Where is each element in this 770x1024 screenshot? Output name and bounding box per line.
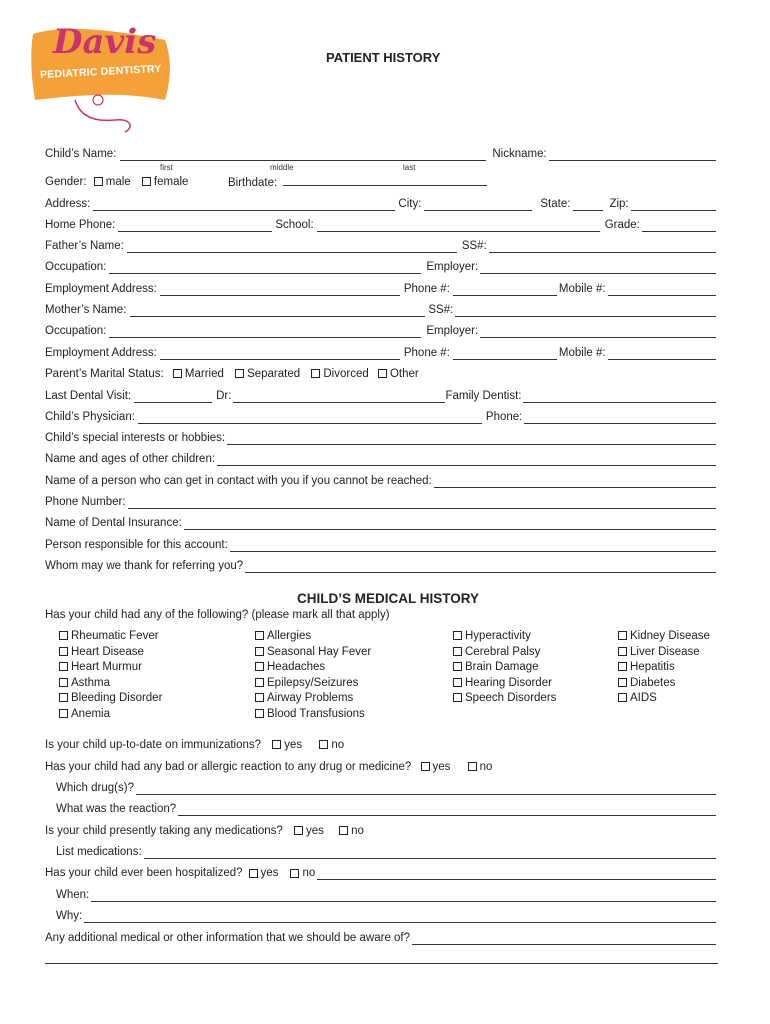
birthdate-row [228,175,487,190]
mobile-label: Mobile #: [558,283,606,295]
employment-address-label: Employment Address: [45,283,157,295]
address-field[interactable] [93,200,395,211]
grade-field[interactable] [642,221,716,232]
phone-label: Phone #: [403,283,450,295]
responsible-field[interactable] [230,541,716,552]
family-dentist-field[interactable] [523,392,716,403]
married-label: Married [184,368,224,380]
condition-label: Anemia [71,707,110,720]
gender-row [45,175,188,189]
hospitalized-row [45,866,718,880]
condition-label: Asthma [71,676,110,689]
yes-label: yes [306,825,324,837]
father-row [45,239,718,253]
condition-label: Airway Problems [267,692,354,704]
reaction-yes-checkbox[interactable] [421,762,430,771]
separated-label: Separated [247,368,301,380]
referral-row [45,559,718,573]
father-name-field[interactable] [127,242,457,253]
cerebral-palsy-checkbox[interactable] [453,647,462,656]
condition-label: Blood Transfusions [267,707,365,720]
why-field[interactable] [84,912,716,923]
zip-label: Zip: [609,198,629,210]
bleeding-disorder-checkbox[interactable] [59,693,68,702]
hay-fever-checkbox[interactable] [255,647,264,656]
diabetes-checkbox[interactable] [618,678,627,687]
allergies-checkbox[interactable] [255,631,264,640]
mother-ss-field[interactable] [455,306,716,317]
hospitalized-field[interactable] [317,869,716,880]
mobile-field[interactable] [608,285,716,296]
yes-label: yes [284,739,303,751]
condition-label: Diabetes [630,676,676,689]
birthdate-field[interactable] [283,175,487,186]
logo [25,22,180,137]
condition-label: Seasonal Hay Fever [267,645,372,658]
employment-row-father [45,282,718,296]
male-label: male [105,176,131,188]
condition-label: Kidney Disease [630,630,710,642]
medical-history-title: CHILD’S MEDICAL HISTORY [297,591,480,606]
occupation-row-father [45,260,718,274]
heart-murmur-checkbox[interactable] [59,662,68,671]
employment-row-mother [45,346,718,360]
contact-field[interactable] [434,477,716,488]
occupation-label: Occupation: [45,261,107,273]
condition-label: Liver Disease [630,645,700,658]
occupation-label: Occupation: [45,325,107,337]
additional-row [45,931,718,945]
hospitalized-label: Has your child ever been hospitalized? [45,867,243,879]
condition-label: Heart Disease [71,645,144,658]
father-ss-label: SS#: [461,240,487,252]
aids-checkbox[interactable] [618,693,627,702]
reaction-row [45,760,492,774]
father-name-label: Father’s Name: [45,240,124,252]
employer-field[interactable] [480,327,716,338]
condition-label: Cerebral Palsy [465,645,541,658]
reaction-label: Has your child had any bad or allergic reaction to any drug or medicine? [45,761,412,773]
mobile-field[interactable] [608,349,716,360]
reaction-no-checkbox[interactable] [468,762,477,771]
city-label: City: [398,198,422,210]
mother-ss-label: SS#: [428,304,454,316]
last-visit-label: Last Dental Visit: [45,390,132,402]
referral-label: Whom may we thank for referring you? [45,560,244,572]
marital-status-row [45,367,419,381]
conditions-col-3 [453,629,556,707]
brain-damage-checkbox[interactable] [453,662,462,671]
airway-problems-checkbox[interactable] [255,693,264,702]
phone-field[interactable] [453,349,557,360]
childs-name-label: Child’s Name: [45,148,117,160]
condition-label: Speech Disorders [465,692,557,704]
yes-label: yes [260,867,279,879]
list-medications-field[interactable] [144,848,716,859]
insurance-label: Name of Dental Insurance: [45,517,182,529]
interests-row [45,431,718,445]
when-label: When: [56,889,90,901]
anemia-checkbox[interactable] [59,709,68,718]
married-checkbox[interactable] [173,369,182,378]
condition-label: AIDS [630,692,657,704]
state-label: State: [540,198,571,210]
other-checkbox[interactable] [378,369,387,378]
hyperactivity-checkbox[interactable] [453,631,462,640]
female-label: female [153,176,189,188]
no-label: no [351,825,364,837]
responsible-label: Person responsible for this account: [45,539,228,551]
page-title: PATIENT HISTORY [326,50,441,65]
logo-tagline: PEDIATRIC DENTISTRY [39,62,162,82]
physician-phone-field[interactable] [524,413,716,424]
medications-row [45,824,364,838]
what-reaction-field[interactable] [178,805,716,816]
contact-row [45,474,718,488]
gender-label: Gender: [45,176,87,188]
childs-name-field[interactable] [120,150,486,161]
responsible-row [45,538,718,552]
home-phone-label: Home Phone: [45,219,116,231]
epilepsy-checkbox[interactable] [255,678,264,687]
mother-name-field[interactable] [130,306,425,317]
conditions-col-2 [255,629,371,722]
medications-no-checkbox[interactable] [339,826,348,835]
when-row [56,888,718,902]
what-reaction-row [56,802,718,816]
condition-label: Allergies [267,630,312,642]
zip-field[interactable] [631,200,716,211]
hearing-disorder-checkbox[interactable] [453,678,462,687]
middle-sublabel: middle [270,163,294,172]
conditions-col-1 [59,629,162,722]
additional-field-line-2[interactable] [45,953,718,964]
school-field[interactable] [317,221,600,232]
contact-phone-row [45,495,718,509]
condition-label: Rheumatic Fever [71,630,159,642]
contact-phone-field[interactable] [128,498,716,509]
speech-disorders-checkbox[interactable] [453,693,462,702]
grade-label: Grade: [604,219,640,231]
logo-name: Davis [53,22,157,62]
siblings-label: Name and ages of other children: [45,453,216,465]
physician-row [45,410,718,424]
marital-status-label: Parent’s Marital Status: [45,368,164,380]
medications-label: Is your child presently taking any medications? [45,825,283,837]
state-field[interactable] [573,200,603,211]
employment-address-field[interactable] [160,349,400,360]
which-drugs-row [56,781,718,795]
siblings-row [45,452,718,466]
conditions-col-4 [618,629,710,707]
address-label: Address: [45,198,91,210]
condition-label: Bleeding Disorder [71,692,163,704]
additional-field[interactable] [412,934,716,945]
rheumatic-fever-checkbox[interactable] [59,631,68,640]
condition-label: Hearing Disorder [465,676,552,689]
male-checkbox[interactable] [94,177,103,186]
physician-label: Child’s Physician: [45,411,135,423]
occupation-field[interactable] [109,263,421,274]
divorced-label: Divorced [323,368,369,380]
home-phone-field[interactable] [118,221,272,232]
separated-checkbox[interactable] [235,369,244,378]
why-row [56,909,718,923]
employer-field[interactable] [480,263,716,274]
physician-phone-label: Phone: [485,411,523,423]
kidney-disease-checkbox[interactable] [618,631,627,640]
additional-label: Any additional medical or other information that we should be aware of? [45,932,411,944]
contact-label: Name of a person who can get in contact with you if you cannot be reached: [45,475,432,487]
home-phone-row [45,218,718,232]
headaches-checkbox[interactable] [255,662,264,671]
no-label: no [302,867,316,879]
medications-yes-checkbox[interactable] [294,826,303,835]
insurance-row [45,516,718,530]
city-field[interactable] [424,200,532,211]
dr-field[interactable] [233,392,445,403]
which-drugs-field[interactable] [136,784,716,795]
nickname-label: Nickname: [492,148,547,160]
phone-field[interactable] [453,285,557,296]
phone-label: Phone #: [403,347,450,359]
school-label: School: [275,219,314,231]
insurance-field[interactable] [184,519,716,530]
last-visit-field[interactable] [134,392,212,403]
condition-label: Brain Damage [465,661,539,673]
referral-field[interactable] [245,562,716,573]
address-row [45,197,718,211]
occupation-field[interactable] [109,327,421,338]
dr-label: Dr: [216,390,232,402]
hospitalized-yes-checkbox[interactable] [249,869,258,878]
physician-field[interactable] [138,413,482,424]
list-medications-label: List medications: [56,846,142,858]
interests-field[interactable] [227,434,716,445]
childs-name-row [45,147,718,161]
blood-transfusions-checkbox[interactable] [255,709,264,718]
hospitalized-no-checkbox[interactable] [290,869,299,878]
condition-label: Heart Murmur [71,661,142,673]
interests-label: Child’s special interests or hobbies: [45,432,226,444]
which-drugs-label: Which drug(s)? [56,782,134,794]
asthma-checkbox[interactable] [59,678,68,687]
birthdate-label: Birthdate: [228,177,278,189]
condition-label: Epilepsy/Seizures [267,676,359,689]
dental-visit-row [45,389,718,403]
divorced-checkbox[interactable] [311,369,320,378]
when-field[interactable] [91,891,716,902]
immunizations-row [45,738,344,752]
hepatitis-checkbox[interactable] [618,662,627,671]
father-ss-field[interactable] [489,242,716,253]
mother-name-label: Mother’s Name: [45,304,127,316]
what-reaction-label: What was the reaction? [56,803,177,815]
employer-label: Employer: [426,261,479,273]
other-label: Other [389,368,419,380]
employer-label: Employer: [426,325,479,337]
siblings-field[interactable] [217,455,716,466]
list-medications-row [56,845,718,859]
heart-disease-checkbox[interactable] [59,647,68,656]
last-sublabel: last [403,163,416,172]
liver-disease-checkbox[interactable] [618,647,627,656]
contact-phone-label: Phone Number: [45,496,126,508]
immunizations-no-checkbox[interactable] [319,740,328,749]
family-dentist-label: Family Dentist: [445,390,522,402]
medical-intro: Has your child had any of the following? (please mark all that apply) [45,609,390,621]
condition-label: Headaches [267,661,326,673]
first-sublabel: first [160,163,173,172]
mother-row [45,303,718,317]
immunizations-label: Is your child up-to-date on immunizations? [45,739,262,751]
why-label: Why: [56,910,83,922]
female-checkbox[interactable] [142,177,151,186]
occupation-row-mother [45,324,718,338]
nickname-field[interactable] [549,150,716,161]
mobile-label: Mobile #: [558,347,606,359]
no-label: no [479,761,493,773]
yes-label: yes [432,761,451,773]
condition-label: Hepatitis [630,661,675,673]
condition-label: Hyperactivity [465,630,531,642]
employment-address-label: Employment Address: [45,347,157,359]
no-label: no [331,739,345,751]
immunizations-yes-checkbox[interactable] [272,740,281,749]
employment-address-field[interactable] [160,285,400,296]
